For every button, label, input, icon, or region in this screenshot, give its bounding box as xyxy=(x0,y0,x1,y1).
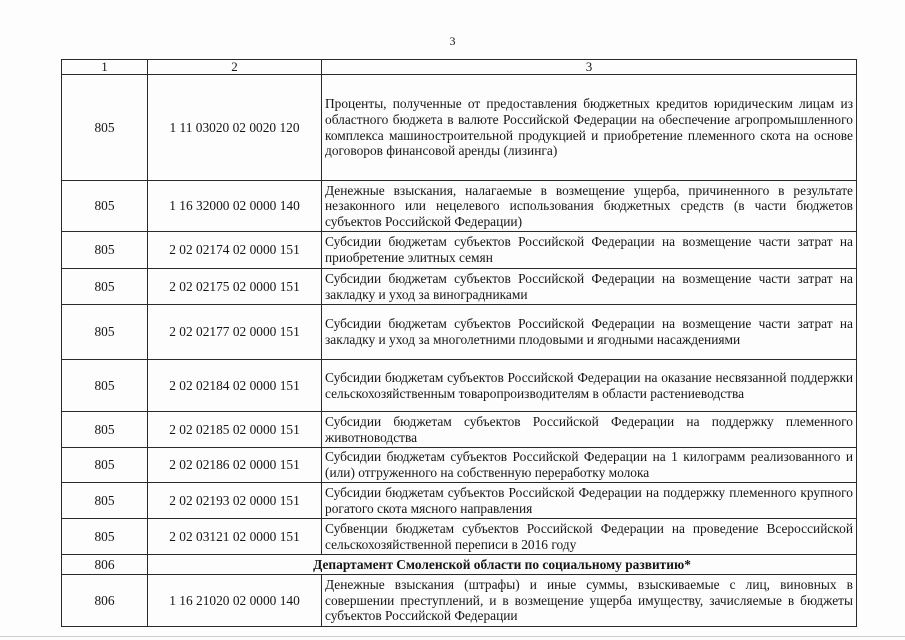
description-cell: Субсидии бюджетам субъектов Российской Федерации на возмещение части затрат на закладку и уход за виноградниками xyxy=(322,269,857,305)
admin-code-cell: 805 xyxy=(62,75,148,181)
budget-code-cell: 1 16 32000 02 0000 140 xyxy=(148,181,322,232)
budget-code-cell: 1 16 21020 02 0000 140 xyxy=(148,575,322,627)
table-row xyxy=(62,575,857,627)
description-cell: Денежные взыскания (штрафы) и иные суммы, взыскиваемые с лиц, виновных в совершении преступлений, и в возмещение ущерба имуществу, зачисляемые в бюджеты субъектов Российской Федерации xyxy=(322,575,857,627)
description-cell: Субсидии бюджетам субъектов Российской Федерации на возмещение части затрат на закладку и уход за многолетними плодовыми и ягодными насаждениями xyxy=(322,305,857,360)
budget-code-cell: 2 02 02174 02 0000 151 xyxy=(148,232,322,269)
budget-code-cell: 2 02 02184 02 0000 151 xyxy=(148,360,322,412)
description-cell: Субсидии бюджетам субъектов Российской Федерации на оказание несвязанной поддержки сельскохозяйственным товаропроизводителям в области растениеводства xyxy=(322,360,857,412)
column-header-3: 3 xyxy=(322,60,857,75)
budget-code-cell: 2 02 02177 02 0000 151 xyxy=(148,305,322,360)
description-cell: Субвенции бюджетам субъектов Российской Федерации на проведение Всероссийской сельскохозяйственной переписи в 2016 году xyxy=(322,519,857,555)
table-row xyxy=(62,483,857,519)
table-row xyxy=(62,181,857,232)
admin-code-cell: 805 xyxy=(62,412,148,448)
column-header-1: 1 xyxy=(62,60,148,75)
table-header-row xyxy=(62,60,857,75)
section-admin-code: 806 xyxy=(62,555,148,575)
section-title: Департамент Смоленской области по социальному развитию* xyxy=(148,555,857,575)
table-row xyxy=(62,305,857,360)
budget-code-cell: 2 02 03121 02 0000 151 xyxy=(148,519,322,555)
table-row xyxy=(62,269,857,305)
admin-code-cell: 805 xyxy=(62,519,148,555)
table-row xyxy=(62,75,857,181)
admin-code-cell: 805 xyxy=(62,483,148,519)
table-row xyxy=(62,412,857,448)
description-cell: Субсидии бюджетам субъектов Российской Федерации на поддержку племенного животноводства xyxy=(322,412,857,448)
description-cell: Субсидии бюджетам субъектов Российской Федерации на возмещение части затрат на приобретение элитных семян xyxy=(322,232,857,269)
description-cell: Проценты, полученные от предоставления бюджетных кредитов юридическим лицам из областного бюджета в валюте Российской Федерации на обеспечение агропромышленного комплекса машиностроительной продукцией и приобретение племенного скота на основе договоров финансовой аренды (лизинга) xyxy=(322,75,857,181)
admin-code-cell: 805 xyxy=(62,232,148,269)
table-row xyxy=(62,448,857,483)
page-number: 3 xyxy=(449,34,456,48)
admin-code-cell: 805 xyxy=(62,269,148,305)
table-row xyxy=(62,519,857,555)
budget-code-cell: 2 02 02186 02 0000 151 xyxy=(148,448,322,483)
description-cell: Субсидии бюджетам субъектов Российской Федерации на поддержку племенного крупного рогатого скота мясного направления xyxy=(322,483,857,519)
admin-code-cell: 805 xyxy=(62,448,148,483)
section-header-row xyxy=(62,555,857,575)
column-header-2: 2 xyxy=(148,60,322,75)
table-row xyxy=(62,360,857,412)
description-cell: Денежные взыскания, налагаемые в возмещение ущерба, причиненного в результате незаконного или нецелевого использования бюджетных средств (в части бюджетов субъектов Российской Федерации) xyxy=(322,181,857,232)
budget-classification-table xyxy=(61,59,857,627)
admin-code-cell: 805 xyxy=(62,360,148,412)
budget-code-cell: 2 02 02193 02 0000 151 xyxy=(148,483,322,519)
admin-code-cell: 805 xyxy=(62,181,148,232)
budget-code-cell: 2 02 02175 02 0000 151 xyxy=(148,269,322,305)
budget-code-cell: 1 11 03020 02 0020 120 xyxy=(148,75,322,181)
admin-code-cell: 805 xyxy=(62,305,148,360)
table-row xyxy=(62,232,857,269)
admin-code-cell: 806 xyxy=(62,575,148,627)
budget-code-cell: 2 02 02185 02 0000 151 xyxy=(148,412,322,448)
description-cell: Субсидии бюджетам субъектов Российской Федерации на 1 килограмм реализованного и (или) отгруженного на собственную переработку молока xyxy=(322,448,857,483)
page-bottom-edge xyxy=(0,636,905,637)
